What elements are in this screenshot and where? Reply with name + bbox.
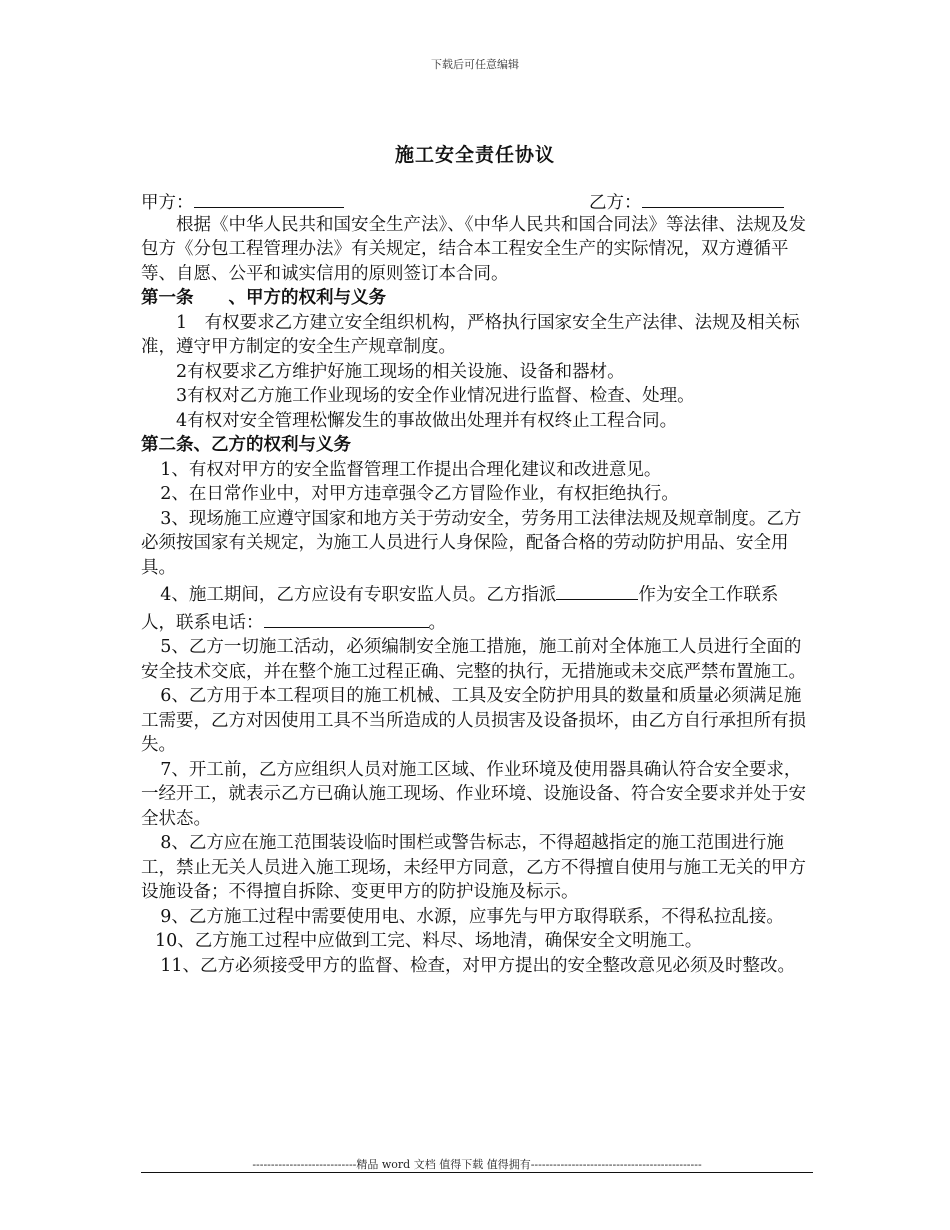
article-1-item: 3有权对乙方施工作业现场的安全作业情况进行监督、检查、处理。	[176, 386, 695, 406]
intro-paragraph: 根据《中华人民共和国安全生产法》、《中华人民共和国合同法》等法律、法规及发包方《分包工程管理办法》有关规定，结合本工程安全生产的实际情况，双方遵循平等、自愿、公平和诚实信用的原则签订本合同。	[141, 214, 806, 284]
item-4-text-2: 作为安全工作联系人，联系电话：	[141, 585, 779, 633]
item-4-text-3: 。	[428, 612, 446, 633]
article-2-item: 3、现场施工应遵守国家和地方关于劳动安全，劳务用工法律法规及规章制度。乙方必须按国家有关规定，为施工人员进行人身保险，配备合格的劳动防护用品、安全用具。	[141, 508, 802, 578]
document-body	[141, 188, 813, 978]
document-title: 施工安全责任协议	[394, 144, 555, 166]
party-a-label: 甲方：	[141, 193, 194, 213]
party-b-label: 乙方：	[589, 193, 642, 213]
page-footer-note: ----------------------------精品 word 文档 值得下载 值得拥有----------------------------------------------	[252, 1158, 702, 1171]
footer-divider	[141, 1172, 813, 1173]
article-2-item: 11、乙方必须接受甲方的监督、检查，对甲方提出的安全整改意见必须及时整改。	[160, 955, 796, 976]
article-1-item: 4有权对安全管理松懈发生的事故做出处理并有权终止工程合同。	[176, 410, 678, 431]
article-2-item: 5、乙方一切施工活动，必须编制安全施工措施，施工前对全体施工人员进行全面的安全技术交底，并在整个施工过程正确、完整的执行，无措施或未交底严禁布置施工。	[141, 637, 806, 682]
article-2-item: 7、开工前，乙方应组织人员对施工区域、作业环境及使用器具确认符合安全要求，一经开工，就表示乙方已确认施工现场、作业环境、设施设备、符合安全要求并处于安全状态。	[141, 759, 806, 829]
party-b	[589, 188, 784, 216]
article-2-item: 1、有权对甲方的安全监督管理工作提出合理化建议和改进意见。	[160, 459, 662, 480]
party-a-blank[interactable]	[194, 188, 344, 208]
article-2-heading: 第二条、乙方的权利与义务	[141, 435, 351, 455]
article-1-heading: 第一条 、甲方的权利与义务	[141, 288, 386, 308]
page-header-note: 下载后可任意编辑	[431, 58, 519, 71]
article-1-item: 1 有权要求乙方建立安全组织机构，严格执行国家安全生产法律、法规及相关标准，遵守甲方制定的安全生产规章制度。	[141, 312, 800, 357]
item-4-text-1: 4、施工期间，乙方应设有专职安监人员。乙方指派	[160, 585, 557, 605]
parties-line	[141, 188, 813, 213]
safety-contact-blank[interactable]	[556, 580, 638, 600]
article-2-item: 10、乙方施工过程中应做到工完、料尽、场地清，确保安全文明施工。	[155, 931, 703, 951]
article-2-item: 2、在日常作业中，对甲方违章强令乙方冒险作业，有权拒绝执行。	[160, 484, 679, 504]
contact-phone-blank[interactable]	[264, 608, 429, 628]
article-2-item: 9、乙方施工过程中需要使用电、水源，应事先与甲方取得联系，不得私拉乱接。	[160, 906, 784, 927]
party-a	[141, 188, 344, 216]
article-2-item-4	[141, 580, 813, 635]
article-2-item: 8、乙方应在施工范围装设临时围栏或警告标志，不得超越指定的施工范围进行施工，禁止无关人员进入施工现场，未经甲方同意，乙方不得擅自使用与施工无关的甲方设施设备；不得擅自拆除、变更甲方的防护设施及标示。	[141, 833, 806, 902]
article-2-item: 6、乙方用于本工程项目的施工机械、工具及安全防护用具的数量和质量必须满足施工需要，乙方对因使用工具不当所造成的人员损害及设备损坏，由乙方自行承担所有损失。	[141, 686, 806, 755]
party-b-blank[interactable]	[642, 188, 784, 208]
article-1-item: 2有权要求乙方维护好施工现场的相关设施、设备和器材。	[176, 361, 625, 382]
